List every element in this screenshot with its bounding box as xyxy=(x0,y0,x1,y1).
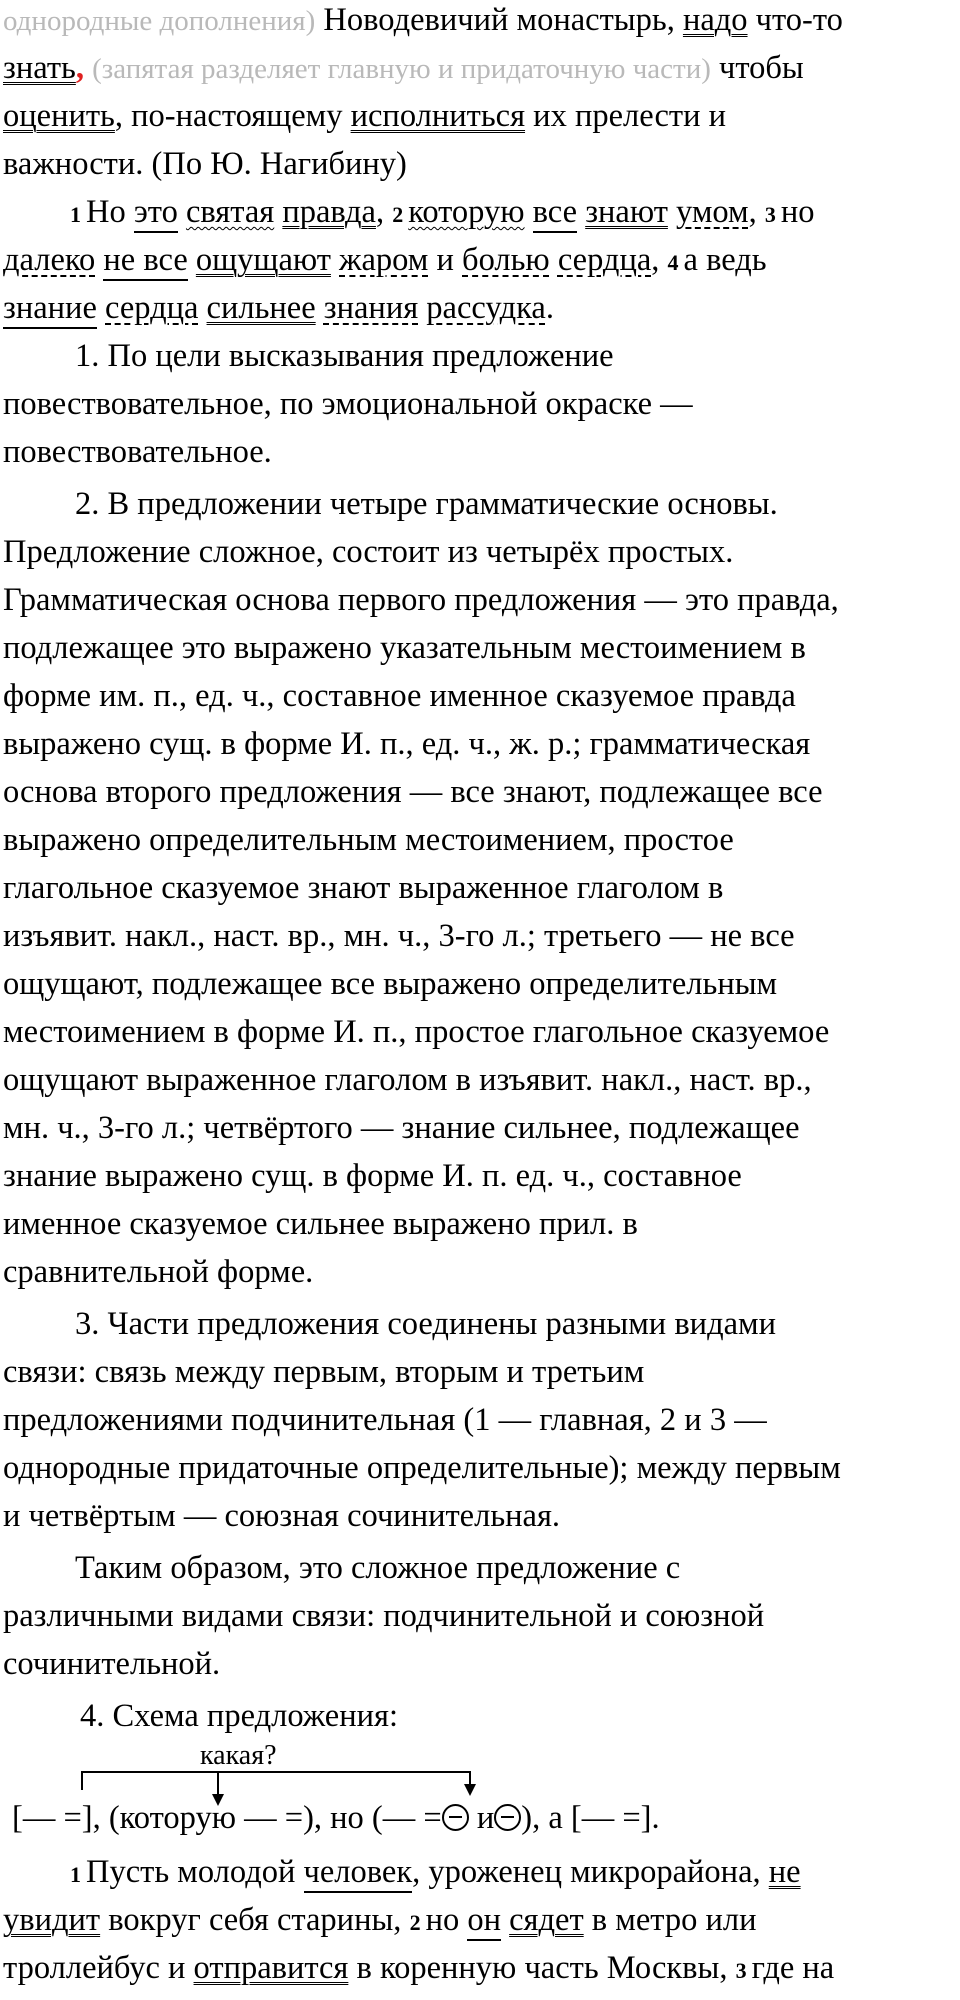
text: ощущают, подлежащее все выражено определительным xyxy=(3,966,778,1002)
predicate-word: отправится xyxy=(193,1950,349,1986)
sentence-line xyxy=(70,1852,801,1892)
predicate-word: увидит xyxy=(3,1902,101,1938)
text: Предложение сложное, состоит из четырёх простых. xyxy=(3,534,734,570)
text: в метро или xyxy=(591,1902,757,1938)
scheme-text: [— =], (которую — =), но (— = xyxy=(12,1800,442,1836)
text: , уроженец микрорайона, xyxy=(412,1854,761,1890)
clause-number: 1 xyxy=(70,1862,81,1887)
predicate-word: не xyxy=(768,1854,801,1890)
object-word: болью xyxy=(462,242,550,278)
subject-word: он xyxy=(467,1902,501,1941)
gray-note: (запятая разделяет главную и придаточную части) xyxy=(92,53,711,85)
text: сочинительной. xyxy=(3,1646,221,1682)
text: Таким образом, это сложное предложение с xyxy=(75,1550,681,1586)
clause-number: 3 xyxy=(735,1958,747,1983)
text: но xyxy=(780,194,815,230)
subject-word: это xyxy=(134,194,178,233)
predicate-word: исполниться xyxy=(350,98,526,134)
text: и четвёртым — союзная сочинительная. xyxy=(3,1498,561,1534)
predicate-word: знать xyxy=(3,50,76,86)
text: ощущают выраженное глаголом в изъявит. накл., наст. вр., xyxy=(3,1062,812,1098)
text: в коренную часть Москвы, xyxy=(356,1950,728,1986)
text: форме им. п., ед. ч., составное именное сказуемое правда xyxy=(3,678,796,714)
text: основа второго предложения — все знают, подлежащее все xyxy=(3,774,823,810)
text: подлежащее это выражено указательным местоимением в xyxy=(3,630,806,666)
subject-word: человек xyxy=(304,1854,413,1893)
text: 2. В предложении четыре грамматические основы. xyxy=(75,486,778,522)
text: , xyxy=(651,242,660,278)
predicate-word: сядет xyxy=(509,1902,584,1938)
text: связи: связь между первым, вторым и третьим xyxy=(3,1354,645,1390)
object-word: жаром xyxy=(339,242,429,278)
attribute-word: святая xyxy=(185,194,275,230)
text: но xyxy=(425,1902,460,1938)
text: их прелести и xyxy=(533,98,726,134)
predicate-word: надо xyxy=(682,2,748,38)
text: чтобы xyxy=(719,50,804,86)
text: однородные придаточные определительные); между первым xyxy=(3,1450,841,1486)
attribute-word: которую xyxy=(408,194,525,230)
text: Новодевичий монастырь, xyxy=(323,2,675,38)
text: сравнительной форме. xyxy=(3,1254,314,1290)
object-word: сердца xyxy=(105,290,199,326)
clause-number: 4 xyxy=(667,250,679,275)
scheme-arrow-head xyxy=(464,1784,476,1796)
text: изъявит. накл., наст. вр., мн. ч., 3-го л.; третьего — не все xyxy=(3,918,795,954)
text: знание выражено сущ. в форме И. п. ед. ч., составное xyxy=(3,1158,742,1194)
text: 4. Схема предложения: xyxy=(80,1698,398,1734)
object-word: умом xyxy=(676,194,749,230)
text: выражено определительным местоимением, простое xyxy=(3,822,734,858)
text: троллейбус и xyxy=(3,1950,186,1986)
text: Но xyxy=(86,194,126,230)
predicate-word: ощущают xyxy=(195,242,331,278)
text: Пусть молодой xyxy=(86,1854,296,1890)
text: повествовательное, по эмоциональной окраске — xyxy=(3,386,693,422)
clause-number: 2 xyxy=(392,202,404,227)
object-word: сердца xyxy=(557,242,652,278)
text: различными видами связи: подчинительной и союзной xyxy=(3,1598,765,1634)
red-comma: , xyxy=(75,50,84,86)
scheme-text: и xyxy=(476,1800,495,1836)
object-word: рассудка xyxy=(426,290,546,326)
sentence-line xyxy=(3,1948,834,1988)
clause-number: 2 xyxy=(409,1910,421,1935)
text: где на xyxy=(751,1950,835,1986)
text: а ведь xyxy=(683,242,767,278)
text: Грамматическая основа первого предложения — это правда, xyxy=(3,582,839,618)
clause-number: 1 xyxy=(70,202,81,227)
text: . xyxy=(545,290,554,326)
scheme-text: ), а [— =]. xyxy=(521,1800,660,1836)
text: какая? xyxy=(200,1740,277,1771)
predicate-word: сильнее xyxy=(206,290,316,326)
predicate-word: правда xyxy=(282,194,376,230)
text: вокруг себя старины, xyxy=(108,1902,402,1938)
adverbial-word: далеко xyxy=(3,242,96,278)
gray-note: однородные дополнения) xyxy=(3,5,316,37)
scheme-question xyxy=(200,1736,277,1776)
circle-minus-icon xyxy=(442,1804,469,1831)
clause-number: 3 xyxy=(764,202,776,227)
subject-word: не все xyxy=(103,242,187,281)
text: 3. Части предложения соединены разными видами xyxy=(75,1306,776,1342)
text: глагольное сказуемое знают выраженное глаголом в xyxy=(3,870,724,906)
text: что-то xyxy=(755,2,843,38)
text: местоимением в форме И. п., простое глагольное сказуемое xyxy=(3,1014,830,1050)
predicate-word: оценить xyxy=(3,98,115,134)
text: именное сказуемое сильнее выражено прил. в xyxy=(3,1206,638,1242)
predicate-word: знают xyxy=(585,194,668,230)
text: , xyxy=(748,194,757,230)
text: мн. ч., 3-го л.; четвёртого — знание сильнее, подлежащее xyxy=(3,1110,800,1146)
subject-word: знание xyxy=(3,290,97,329)
text: выражено сущ. в форме И. п., ед. ч., ж. р.; грамматическая xyxy=(3,726,811,762)
object-word: знания xyxy=(323,290,419,326)
text: важности. (По Ю. Нагибину) xyxy=(3,146,407,182)
subject-word: все xyxy=(533,194,577,233)
text: повествовательное. xyxy=(3,434,272,470)
text: , xyxy=(375,194,385,230)
text: , по-настоящему xyxy=(114,98,343,134)
text: предложениями подчинительная (1 — главная, 2 и 3 — xyxy=(3,1402,767,1438)
text: и xyxy=(436,242,454,278)
text: 1. По цели высказывания предложение xyxy=(75,338,614,374)
sentence-line xyxy=(3,1900,757,1940)
circle-minus-icon xyxy=(494,1804,521,1831)
scheme-line xyxy=(12,1798,660,1838)
